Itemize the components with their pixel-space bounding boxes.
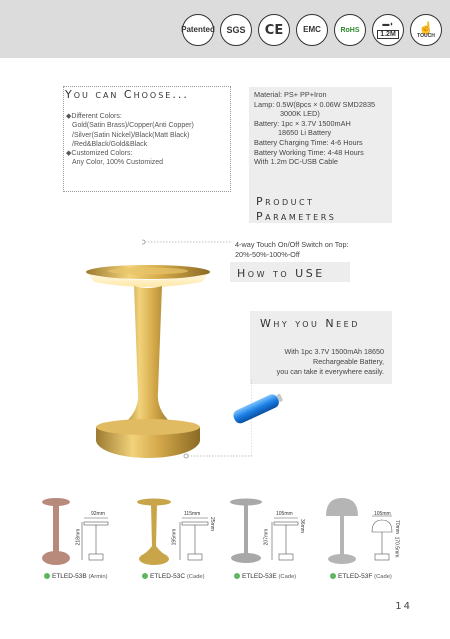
param-line: Battery Working Time: 4-48 Hours: [254, 147, 364, 157]
touch-line1: 4-way Touch On/Off Switch on Top:: [235, 240, 349, 249]
variant-53e-finish: (Cade): [278, 574, 297, 580]
variant-53c-extra: 25mm: [208, 517, 215, 531]
variant-53c-model: ETLED-53C: [150, 573, 186, 580]
variant-53b: [34, 494, 126, 584]
param-line: 18650 Li Battery: [278, 128, 332, 138]
ce-icon: [258, 14, 290, 46]
variant-53e-height: 207mm: [263, 528, 270, 546]
variant-53b-label: [44, 573, 108, 580]
param-line: Lamp: 0.5W(8pcs × 0.06W SMD2835: [254, 99, 376, 109]
howto-title: How to USE: [237, 267, 325, 280]
cable-icon: ▬◗ 1.2M: [372, 14, 404, 46]
battery-image: [228, 388, 288, 428]
choose-line: Any Color, 100% Customized: [72, 159, 164, 167]
touch-label: TOUCH: [417, 32, 435, 39]
patented-icon: [182, 14, 214, 46]
why-title: Why you Need: [260, 317, 360, 330]
variant-53f-finish: (Cade): [374, 574, 392, 580]
certification-icons: [182, 14, 442, 46]
variant-53e-model: ETLED-53E: [242, 573, 277, 580]
emc-icon: [296, 14, 328, 46]
touch-icon: ☝ TOUCH: [410, 14, 442, 46]
variant-53c-width: 115mm: [184, 511, 201, 517]
why-line2: Rechargeable Battery,: [313, 357, 384, 366]
why-line1: With 1pc 3.7V 1500mAh 18650: [284, 347, 384, 356]
why-line3: you can take it everywhere easily.: [276, 367, 384, 376]
variant-53f: [320, 494, 412, 584]
variant-53f-model: ETLED-53F: [338, 573, 373, 580]
sgs-label: SGS: [226, 24, 246, 35]
variant-53c: [132, 494, 224, 584]
rohs-label: RoHS: [340, 26, 360, 34]
emc-label: EMC: [303, 25, 321, 34]
variant-53c-finish: (Cade): [186, 574, 205, 580]
variant-53b-height: 218mm: [75, 528, 82, 546]
ce-label: CE: [264, 22, 284, 38]
variant-53c-height: 195mm: [171, 528, 178, 546]
choose-line: /Red&Black/Gold&Black: [72, 140, 148, 148]
params-title: [256, 194, 336, 224]
variant-53e: [224, 494, 316, 584]
variant-53f-label: [330, 573, 392, 580]
variant-53c-illustration: [132, 494, 224, 570]
gold-lamp-image: [84, 262, 212, 462]
touch-description: [235, 240, 349, 260]
variant-row: [34, 494, 414, 584]
variant-53f-height: 170.5mm: [393, 536, 400, 558]
param-line: With 1.2m DC-USB Cable: [254, 157, 338, 167]
variant-53b-width: 92mm: [91, 511, 105, 517]
certification-bar: [0, 0, 450, 58]
choose-title: You can Choose...: [65, 88, 189, 101]
variant-53e-extra: 36mm: [298, 519, 305, 533]
page-number: 14: [395, 601, 412, 612]
param-line: Material: PS+ PP+Iron: [254, 90, 327, 99]
cable-label: 1.2M: [377, 30, 399, 39]
variant-53f-extra: 70mm: [393, 520, 400, 534]
choose-line: /Silver(Satin Nickel)/Black(Matt Black): [72, 131, 190, 139]
touch-line2: 20%-50%-100%-Off: [235, 250, 300, 259]
variant-53b-model: ETLED-53B: [52, 573, 87, 580]
why-description: [262, 347, 384, 377]
sgs-icon: [220, 14, 252, 46]
variant-53c-label: [142, 573, 205, 580]
param-line: Battery: 1pc × 3.7V 1500mAH: [254, 118, 351, 128]
param-line: 3000K LED): [280, 109, 320, 119]
variant-53e-label: [234, 573, 296, 580]
params-title-line2: Parameters: [256, 210, 337, 223]
choose-list: [66, 112, 194, 168]
choose-line: Gold(Satin Brass)/Copper(Anti Copper): [72, 122, 194, 130]
rohs-icon: [334, 14, 366, 46]
variant-53e-width: 105mm: [276, 511, 293, 517]
patented-label: Patented: [181, 25, 215, 34]
choose-line: ◆Customized Colors:: [66, 150, 133, 158]
param-line: Battery Charging Time: 4-6 Hours: [254, 137, 363, 147]
choose-line: ◆Different Colors:: [66, 113, 122, 120]
params-title-line1: Product: [256, 195, 315, 208]
variant-53b-finish: (Armin): [88, 574, 108, 580]
params-list: [254, 90, 375, 167]
variant-53f-width: 105mm: [374, 511, 391, 517]
